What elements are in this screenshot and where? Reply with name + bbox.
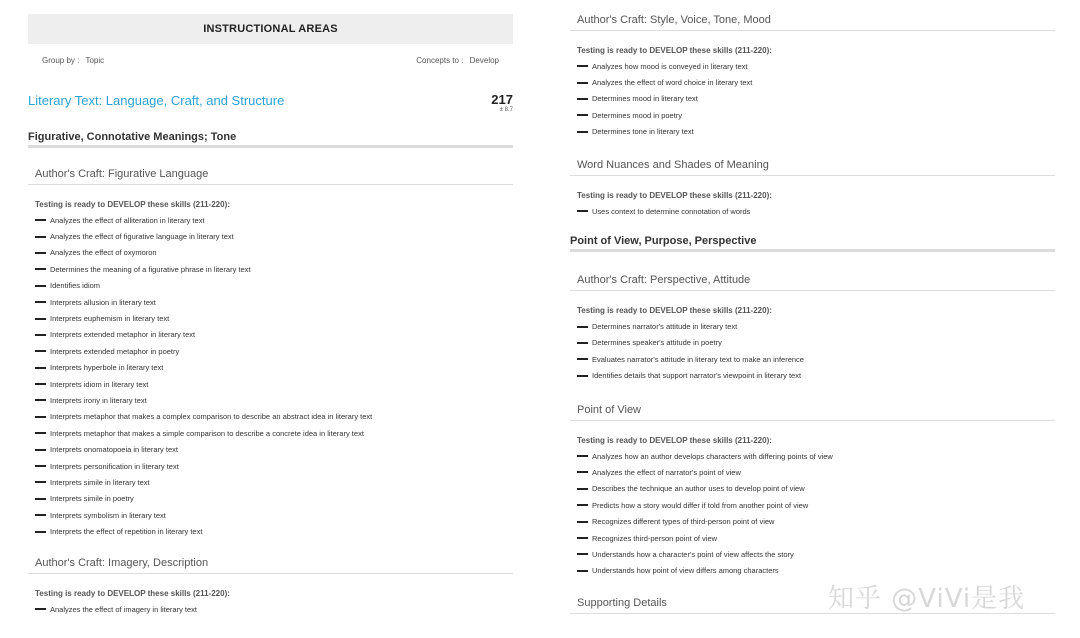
dash-icon — [35, 465, 46, 467]
dash-icon — [577, 210, 588, 212]
skill-item — [35, 360, 513, 376]
group-title: Author's Craft: Perspective, Attitude — [570, 274, 1055, 291]
ready-text: Testing is ready to DEVELOP these skills (211-220): — [35, 200, 230, 209]
skill-item — [35, 507, 513, 523]
section-figurative: Figurative, Connotative Meanings; Tone — [28, 131, 513, 148]
filter-row — [28, 56, 513, 65]
skill-list — [35, 601, 513, 617]
skill-item — [577, 513, 1055, 529]
dash-icon — [35, 268, 46, 270]
skill-text: Interprets metaphor that makes a complex comparison to describe an abstract idea in literary text — [50, 412, 373, 422]
group-title: Author's Craft: Imagery, Description — [28, 557, 513, 574]
skill-text: Analyzes the effect of alliteration in literary text — [50, 215, 205, 225]
skill-text: Interprets hyperbole in literary text — [50, 363, 164, 373]
skill-item — [577, 530, 1055, 546]
skill-item — [577, 497, 1055, 513]
dash-icon — [35, 481, 46, 483]
dash-icon — [577, 114, 588, 116]
skill-item — [577, 124, 1055, 140]
dash-icon — [577, 471, 588, 473]
skill-text: Interprets symbolism in literary text — [50, 510, 166, 520]
dash-icon — [35, 301, 46, 303]
dash-icon — [577, 375, 588, 377]
dash-icon — [577, 358, 588, 360]
dash-icon — [35, 236, 46, 238]
dash-icon — [577, 570, 588, 572]
dash-icon — [35, 399, 46, 401]
skill-item — [35, 261, 513, 277]
skill-item — [577, 107, 1055, 123]
main-title-row — [28, 93, 513, 113]
skill-text: Analyzes the effect of figurative language in literary text — [50, 232, 234, 242]
group-word-nuances — [570, 159, 1055, 219]
group-by-control[interactable] — [42, 56, 104, 65]
header-title: INSTRUCTIONAL AREAS — [203, 23, 338, 35]
skill-item — [35, 376, 513, 392]
skill-text: Interprets metaphor that makes a simple comparison to describe a concrete idea in literary text — [50, 428, 364, 438]
skill-item — [35, 409, 513, 425]
group-imagery — [28, 557, 513, 617]
skill-item — [35, 228, 513, 244]
skill-item — [577, 203, 1055, 219]
skill-text: Analyzes the effect of word choice in literary text — [592, 78, 753, 88]
dash-icon — [35, 318, 46, 320]
dash-icon — [35, 514, 46, 516]
skill-item — [35, 294, 513, 310]
skill-item — [35, 392, 513, 408]
skill-text: Interprets onomatopoeia in literary text — [50, 445, 178, 455]
dash-icon — [35, 285, 46, 287]
skill-item — [35, 278, 513, 294]
dash-icon — [35, 608, 46, 610]
group-by-value[interactable]: Topic — [85, 56, 105, 65]
dash-icon — [577, 521, 588, 523]
concepts-to-value[interactable]: Develop — [469, 56, 499, 65]
skill-list — [577, 318, 1055, 384]
score-error: ± 8.7 — [499, 107, 513, 113]
skill-text: Interprets simile in poetry — [50, 494, 134, 504]
skill-item — [35, 491, 513, 507]
skill-list — [577, 203, 1055, 219]
main-title: Literary Text: Language, Craft, and Structure — [28, 93, 285, 108]
score-box — [491, 93, 513, 113]
skill-item — [577, 563, 1055, 579]
dash-icon — [35, 350, 46, 352]
skill-text: Identifies idiom — [50, 281, 101, 291]
ready-text: Testing is ready to DEVELOP these skills (211-220): — [577, 435, 772, 445]
dash-icon — [35, 432, 46, 434]
instructional-areas-header — [28, 14, 513, 44]
group-title: Point of View — [570, 404, 1055, 421]
dash-icon — [35, 334, 46, 336]
score-value: 217 — [491, 92, 513, 107]
skill-text: Analyzes how an author develops characters with differing points of view — [592, 451, 833, 461]
dash-icon — [35, 416, 46, 418]
dash-icon — [35, 531, 46, 533]
skill-text: Recognizes different types of third-person point of view — [592, 517, 775, 527]
skill-item — [577, 74, 1055, 90]
skill-text: Interprets the effect of repetition in literary text — [50, 527, 203, 537]
skill-text: Determines narrator's attitude in literary text — [592, 322, 738, 332]
ready-text: Testing is ready to DEVELOP these skills (211-220): — [577, 46, 772, 55]
skill-list — [577, 58, 1055, 140]
skill-text: Interprets extended metaphor in poetry — [50, 346, 180, 356]
skill-item — [577, 58, 1055, 74]
group-title: Author's Craft: Figurative Language — [28, 168, 513, 185]
skill-text: Determines mood in literary text — [592, 94, 698, 104]
skill-text: Analyzes how mood is conveyed in literary text — [592, 61, 748, 71]
group-title: Word Nuances and Shades of Meaning — [570, 159, 1055, 176]
skill-text: Evaluates narrator's attitude in literary text to make an inference — [592, 354, 804, 364]
dash-icon — [35, 383, 46, 385]
concepts-to-label: Concepts to : — [416, 56, 464, 65]
skill-item — [35, 327, 513, 343]
skill-item — [35, 474, 513, 490]
skill-text: Analyzes the effect of narrator's point of view — [592, 467, 741, 477]
skill-list — [577, 448, 1055, 579]
skill-item — [577, 546, 1055, 562]
dash-icon — [577, 131, 588, 133]
group-title: Supporting Details — [570, 597, 1055, 614]
skill-item — [35, 212, 513, 228]
skill-item — [35, 441, 513, 457]
group-by-label: Group by : — [42, 56, 80, 65]
dash-icon — [577, 504, 588, 506]
skill-item — [577, 351, 1055, 367]
skill-list — [35, 212, 513, 540]
section-point-of-view: Point of View, Purpose, Perspective — [570, 235, 1055, 252]
group-perspective — [570, 274, 1055, 384]
skill-text: Determines tone in literary text — [592, 127, 694, 137]
group-title: Author's Craft: Style, Voice, Tone, Mood — [570, 14, 1055, 31]
skill-item — [35, 458, 513, 474]
skill-text: Predicts how a story would differ if told from another point of view — [592, 500, 809, 510]
skill-text: Interprets irony in literary text — [50, 395, 147, 405]
skill-item — [577, 481, 1055, 497]
skill-text: Recognizes third-person point of view — [592, 533, 718, 543]
skill-text: Determines speaker's attitude in poetry — [592, 338, 722, 348]
dash-icon — [577, 342, 588, 344]
skill-item — [35, 425, 513, 441]
dash-icon — [577, 82, 588, 84]
skill-item — [35, 601, 513, 617]
skill-text: Describes the technique an author uses to develop point of view — [592, 484, 805, 494]
dash-icon — [577, 98, 588, 100]
skill-text: Determines the meaning of a figurative phrase in literary text — [50, 264, 251, 274]
skill-text: Interprets extended metaphor in literary text — [50, 330, 196, 340]
dash-icon — [577, 455, 588, 457]
dash-icon — [35, 252, 46, 254]
skill-item — [35, 343, 513, 359]
group-point-of-view — [570, 404, 1055, 579]
skill-item — [35, 523, 513, 539]
group-style-voice — [570, 14, 1055, 140]
skill-item — [577, 335, 1055, 351]
dash-icon — [577, 553, 588, 555]
dash-icon — [577, 537, 588, 539]
group-figurative-language — [28, 168, 513, 540]
ready-text: Testing is ready to DEVELOP these skills (211-220): — [577, 190, 772, 200]
skill-text: Identifies details that support narrator's viewpoint in literary text — [592, 371, 802, 381]
watermark: 知乎 @ViVi是我 — [828, 584, 1026, 614]
dash-icon — [35, 219, 46, 221]
skill-text: Uses context to determine connotation of words — [592, 206, 751, 216]
skill-text: Understands how point of view differs among characters — [592, 566, 779, 576]
skill-item — [577, 368, 1055, 384]
skill-text: Interprets personification in literary text — [50, 461, 179, 471]
skill-item — [35, 310, 513, 326]
dash-icon — [35, 449, 46, 451]
skill-item — [35, 245, 513, 261]
left-column — [28, 0, 513, 617]
skill-text: Analyzes the effect of oxymoron — [50, 248, 157, 258]
right-column — [570, 0, 1055, 614]
dash-icon — [577, 65, 588, 67]
dash-icon — [35, 367, 46, 369]
skill-item — [577, 91, 1055, 107]
skill-text: Interprets idiom in literary text — [50, 379, 149, 389]
skill-item — [577, 464, 1055, 480]
skill-text: Interprets allusion in literary text — [50, 297, 156, 307]
skill-text: Interprets euphemism in literary text — [50, 314, 170, 324]
ready-text: Testing is ready to DEVELOP these skills (211-220): — [35, 588, 230, 598]
dash-icon — [577, 488, 588, 490]
skill-text: Analyzes the effect of imagery in literary text — [50, 604, 198, 614]
skill-text: Interprets simile in literary text — [50, 477, 150, 487]
dash-icon — [577, 326, 588, 328]
skill-text: Determines mood in poetry — [592, 110, 683, 120]
skill-item — [577, 318, 1055, 334]
dash-icon — [35, 498, 46, 500]
ready-text: Testing is ready to DEVELOP these skills (211-220): — [577, 306, 772, 316]
skill-item — [577, 448, 1055, 464]
concepts-to-control[interactable] — [416, 56, 499, 65]
skill-text: Understands how a character's point of view affects the story — [592, 549, 794, 559]
